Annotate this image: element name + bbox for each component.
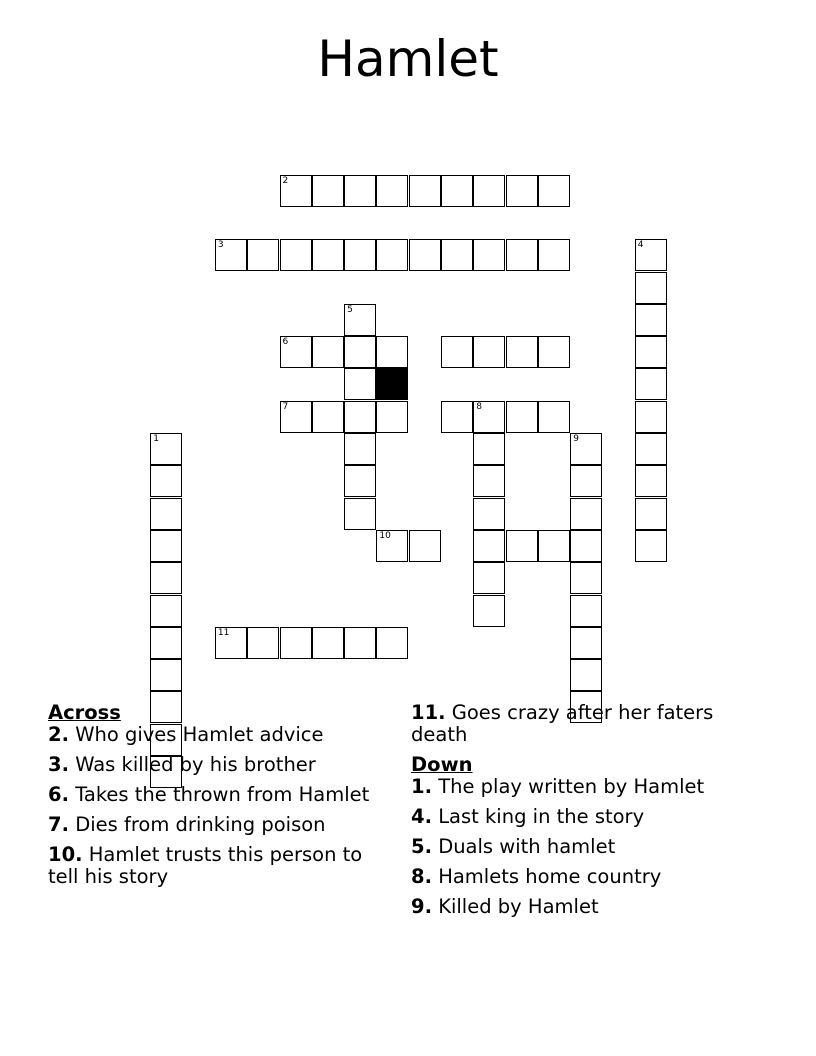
grid-cell[interactable] xyxy=(441,401,473,433)
grid-cell[interactable] xyxy=(570,530,602,562)
cell-number: 8 xyxy=(476,401,483,412)
grid-cell[interactable] xyxy=(376,175,408,207)
clue-down-9 xyxy=(411,896,756,918)
grid-cell-11[interactable] xyxy=(215,627,247,659)
grid-cell[interactable] xyxy=(506,530,538,562)
grid-cell[interactable] xyxy=(312,401,344,433)
grid-cell[interactable] xyxy=(570,465,602,497)
grid-cell[interactable] xyxy=(538,336,570,368)
grid-cell[interactable] xyxy=(150,562,182,594)
clue-number: 11. xyxy=(411,701,446,724)
grid-cell-10[interactable] xyxy=(376,530,408,562)
grid-cell[interactable] xyxy=(409,175,441,207)
cell-number: 4 xyxy=(637,240,644,251)
clue-text: Hamlets home country xyxy=(438,865,662,888)
grid-cell[interactable] xyxy=(441,175,473,207)
grid-cell-2[interactable] xyxy=(280,175,312,207)
grid-cell[interactable] xyxy=(344,498,376,530)
grid-cell[interactable] xyxy=(344,627,376,659)
clue-down-8 xyxy=(411,866,756,888)
clue-text: Who gives Hamlet advice xyxy=(75,723,324,746)
clue-across-6 xyxy=(48,784,393,806)
clue-across-7 xyxy=(48,814,393,836)
clue-across-3 xyxy=(48,754,393,776)
grid-cell[interactable] xyxy=(473,239,505,271)
grid-cell[interactable] xyxy=(344,336,376,368)
grid-cell[interactable] xyxy=(473,465,505,497)
clue-down-1 xyxy=(411,776,756,798)
clue-down-5 xyxy=(411,836,756,858)
grid-cell[interactable] xyxy=(635,304,667,336)
grid-cell[interactable] xyxy=(409,530,441,562)
clue-down-4 xyxy=(411,806,756,828)
grid-cell-4[interactable] xyxy=(635,239,667,271)
grid-cell[interactable] xyxy=(344,465,376,497)
grid-cell[interactable] xyxy=(538,175,570,207)
clue-across-2 xyxy=(48,724,393,746)
puzzle-title: Hamlet xyxy=(317,30,499,88)
grid-cell[interactable] xyxy=(280,627,312,659)
grid-cell[interactable] xyxy=(150,595,182,627)
grid-cell[interactable] xyxy=(376,401,408,433)
grid-cell[interactable] xyxy=(570,659,602,691)
grid-cell[interactable] xyxy=(538,239,570,271)
cell-number: 9 xyxy=(573,434,579,444)
grid-cell[interactable] xyxy=(376,336,408,368)
grid-cell[interactable] xyxy=(473,530,505,562)
grid-cell[interactable] xyxy=(247,239,279,271)
grid-cell-9[interactable] xyxy=(570,433,602,465)
grid-cell[interactable] xyxy=(150,498,182,530)
grid-cell[interactable] xyxy=(344,239,376,271)
cell-number: 1 xyxy=(153,434,160,444)
grid-cell[interactable] xyxy=(150,530,182,562)
grid-cell[interactable] xyxy=(570,562,602,594)
grid-cell[interactable] xyxy=(635,368,667,400)
clue-text: Last king in the story xyxy=(438,805,645,828)
grid-cell[interactable] xyxy=(376,627,408,659)
grid-cell[interactable] xyxy=(312,627,344,659)
grid-cell[interactable] xyxy=(344,433,376,465)
clues-left-column xyxy=(48,702,393,896)
grid-cell-3[interactable] xyxy=(215,239,247,271)
grid-cell[interactable] xyxy=(312,175,344,207)
grid-cell[interactable] xyxy=(506,401,538,433)
grid-cell[interactable] xyxy=(635,272,667,304)
clue-text: Dies from drinking poison xyxy=(75,813,326,836)
clue-text: Killed by Hamlet xyxy=(438,895,599,918)
cell-number: 7 xyxy=(282,401,289,412)
grid-cell[interactable] xyxy=(506,239,538,271)
black-square xyxy=(376,368,408,400)
grid-cell[interactable] xyxy=(473,595,505,627)
grid-cell[interactable] xyxy=(570,498,602,530)
grid-cell[interactable] xyxy=(473,336,505,368)
grid-cell[interactable] xyxy=(506,336,538,368)
grid-cell[interactable] xyxy=(635,433,667,465)
grid-cell[interactable] xyxy=(150,627,182,659)
grid-cell[interactable] xyxy=(441,239,473,271)
clues-right-column xyxy=(411,702,756,926)
cell-number: 6 xyxy=(282,337,289,348)
clue-number: 9. xyxy=(411,895,432,918)
across-heading: Across xyxy=(48,701,121,724)
clue-text: The play written by Hamlet xyxy=(438,775,705,798)
grid-cell[interactable] xyxy=(312,336,344,368)
cell-number: 11 xyxy=(217,627,230,638)
grid-cell[interactable] xyxy=(312,239,344,271)
grid-cell[interactable] xyxy=(570,595,602,627)
grid-cell[interactable] xyxy=(538,530,570,562)
clue-text: Takes the thrown from Hamlet xyxy=(75,783,370,806)
down-heading: Down xyxy=(411,753,473,776)
clue-across-11 xyxy=(411,702,756,746)
grid-cell[interactable] xyxy=(473,433,505,465)
cell-number: 2 xyxy=(282,175,289,186)
grid-cell[interactable] xyxy=(473,498,505,530)
clue-text: Goes crazy after her faters death xyxy=(411,701,714,746)
cell-number: 10 xyxy=(379,530,391,541)
grid-cell[interactable] xyxy=(150,465,182,497)
clue-number: 6. xyxy=(48,783,69,806)
clue-number: 7. xyxy=(48,813,69,836)
clue-number: 2. xyxy=(48,723,69,746)
grid-cell[interactable] xyxy=(635,530,667,562)
grid-cell[interactable] xyxy=(635,336,667,368)
clue-number: 5. xyxy=(411,835,432,858)
grid-cell[interactable] xyxy=(344,368,376,400)
grid-cell[interactable] xyxy=(247,627,279,659)
grid-cell-8[interactable] xyxy=(473,401,505,433)
grid-cell[interactable] xyxy=(473,562,505,594)
grid-cell[interactable] xyxy=(538,401,570,433)
grid-cell-5[interactable] xyxy=(344,304,376,336)
clue-text: Duals with hamlet xyxy=(438,835,616,858)
clue-number: 1. xyxy=(411,775,432,798)
grid-cell[interactable] xyxy=(150,659,182,691)
grid-cell-1[interactable] xyxy=(150,433,182,465)
grid-cell[interactable] xyxy=(506,175,538,207)
cell-number: 5 xyxy=(347,304,353,315)
grid-cell[interactable] xyxy=(409,239,441,271)
clue-across-10 xyxy=(48,844,393,888)
grid-cell[interactable] xyxy=(473,175,505,207)
grid-cell[interactable] xyxy=(376,239,408,271)
clue-number: 4. xyxy=(411,805,432,828)
grid-cell[interactable] xyxy=(280,239,312,271)
clue-text: Hamlet trusts this person to tell his story xyxy=(48,843,363,888)
grid-cell[interactable] xyxy=(635,401,667,433)
grid-cell[interactable] xyxy=(441,336,473,368)
clue-number: 8. xyxy=(411,865,432,888)
grid-cell-6[interactable] xyxy=(280,336,312,368)
clue-text: Was killed by his brother xyxy=(75,753,316,776)
clue-number: 3. xyxy=(48,753,69,776)
grid-cell[interactable] xyxy=(570,627,602,659)
grid-cell-7[interactable] xyxy=(280,401,312,433)
grid-cell[interactable] xyxy=(635,465,667,497)
grid-cell[interactable] xyxy=(635,498,667,530)
grid-cell[interactable] xyxy=(344,175,376,207)
grid-cell[interactable] xyxy=(344,401,376,433)
cell-number: 3 xyxy=(217,240,224,251)
clue-number: 10. xyxy=(48,843,83,866)
